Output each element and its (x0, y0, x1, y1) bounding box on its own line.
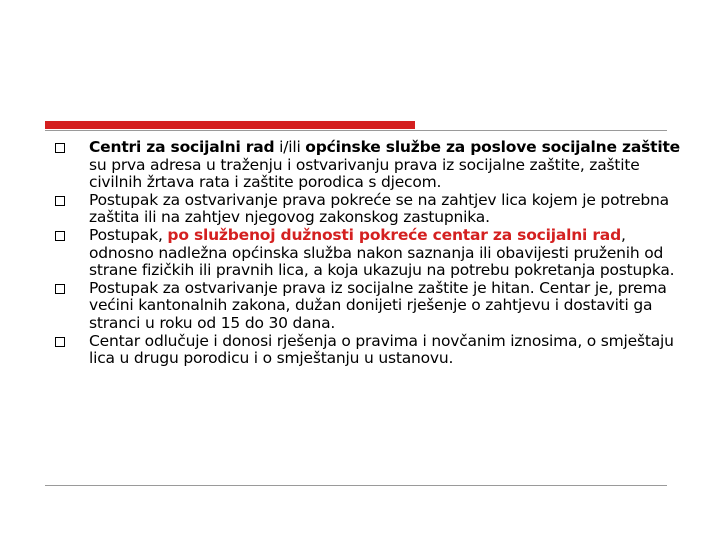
hollow-square-bullet-icon (55, 231, 65, 241)
bullet-item-5 (52, 333, 682, 368)
bullet-item-4 (52, 280, 682, 333)
item-3-highlight: po službenoj dužnosti pokreće centar za socijalni rad (167, 225, 621, 244)
item-3-text-1: Postupak, (89, 225, 168, 244)
bullet-item-2 (52, 192, 682, 227)
item-1-text-2: su prva adresa u traženju i ostvarivanju prava iz socijalne zaštite, zaštite civilnih žrtava rata i zaštite porodica s djecom. (89, 155, 640, 192)
slide-content (52, 139, 682, 368)
top-divider (45, 130, 667, 131)
item-1-strong-1: Centri za socijalni rad (89, 138, 275, 156)
item-5-text: Centar odlučuje i donosi rješenja o pravima i novčanim iznosima, o smještaju lica u drugu porodicu i o smještanju u ustanovu. (89, 331, 674, 368)
item-1-strong-2: općinske službe za poslove socijalne zaštite (305, 138, 680, 156)
hollow-square-bullet-icon (55, 284, 65, 294)
title-accent-bar (45, 121, 415, 129)
item-3-text-2: , odnosno nadležna općinska služba nakon saznanja ili obavijesti pruženih od strane fizičkih ili pravnih lica, a koja ukazuju na potrebu pokretanja postupka. (89, 225, 675, 280)
hollow-square-bullet-icon (55, 196, 65, 206)
hollow-square-bullet-icon (55, 337, 65, 347)
item-4-text: Postupak za ostvarivanje prava iz socijalne zaštite je hitan. Centar je, prema većini kantonalnih zakona, dužan donijeti rješenje o zahtjevu i dostaviti ga stranci u roku od 15 do 30 dana. (89, 278, 667, 332)
item-2-text: Postupak za ostvarivanje prava pokreće se na zahtjev lica kojem je potrebna zaštita ili na zahtjev njegovog zakonskog zastupnika. (89, 190, 669, 227)
hollow-square-bullet-icon (55, 143, 65, 153)
bullet-item-3 (52, 227, 682, 280)
item-1-text-1: i/ili (274, 138, 306, 156)
bullet-item-1 (52, 139, 682, 192)
bottom-divider (45, 485, 667, 486)
